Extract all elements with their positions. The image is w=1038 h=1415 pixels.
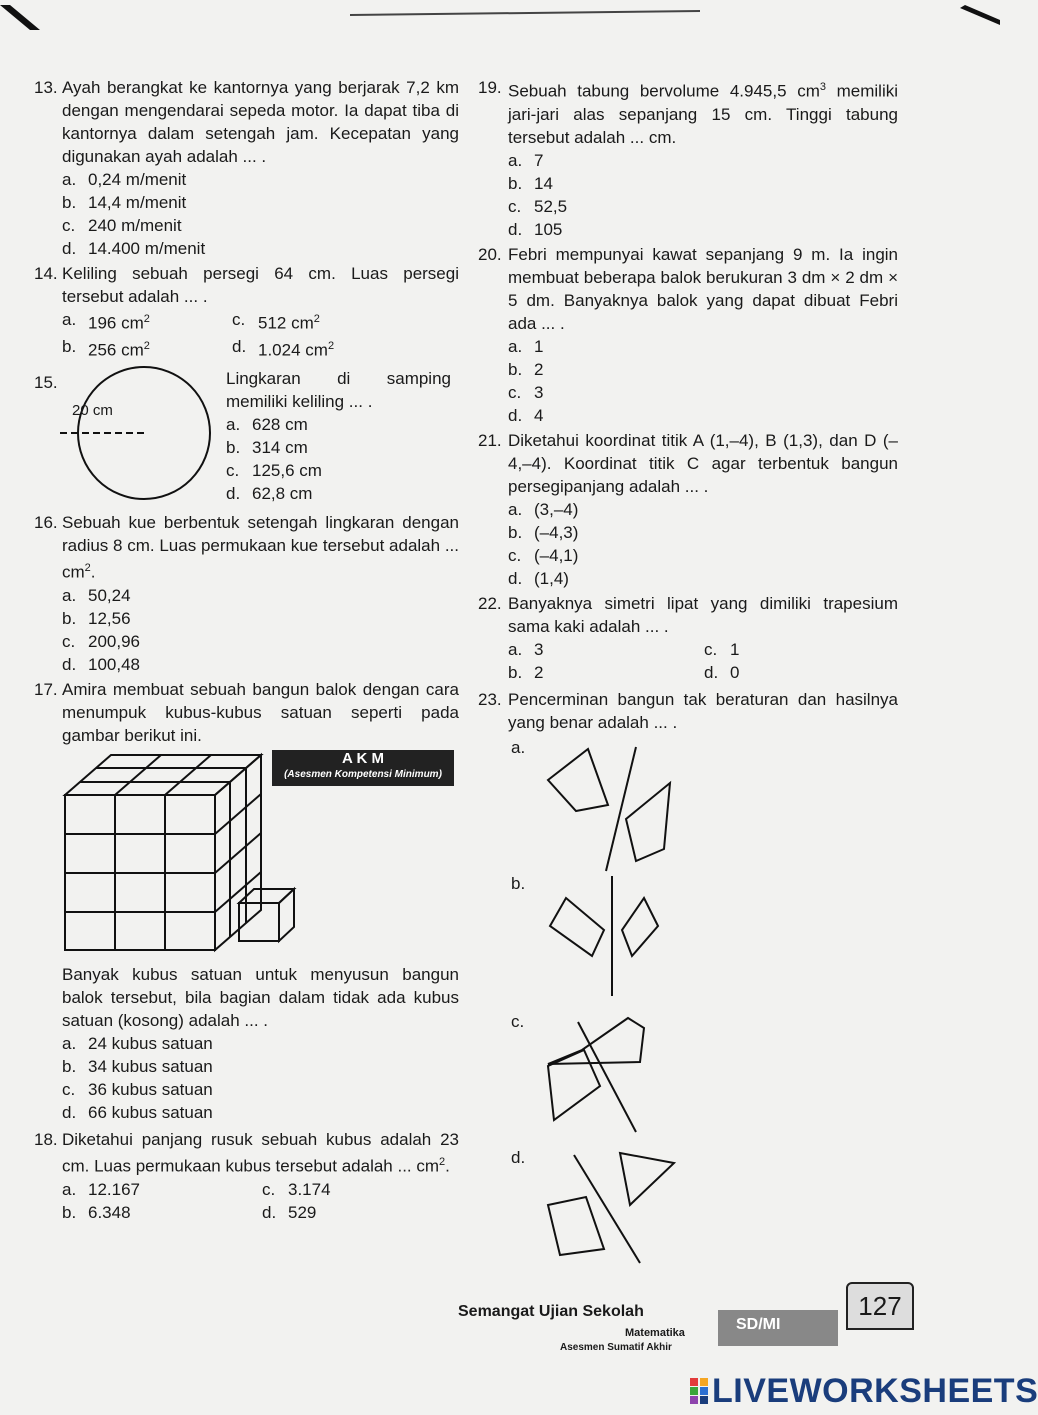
question-text: Diketahui koordinat titik A (1,–4), B (1,3), dan D (–4,–4). Koordinat titik C agar terbentuk bangun persegipanjang adalah ... . [508,430,898,496]
option-b[interactable]: b. 6.348 [62,1202,131,1222]
option-d-label[interactable]: d. [511,1148,526,1167]
option-c[interactable]: c. (–4,1) [508,545,579,565]
question-number: 19. [478,78,502,97]
option-b[interactable]: b. 34 kubus satuan [62,1056,213,1076]
radius-label: 20 cm [72,402,113,420]
option-a[interactable]: a. 7 [508,150,544,170]
option-b[interactable]: b. 14 [508,173,553,193]
option-a[interactable]: a. 0,24 m/menit [62,170,187,189]
option-a-label[interactable]: a. [511,738,526,757]
question-number: 18. [34,1129,58,1149]
question-15 [34,371,459,509]
question-text: Sebuah kue berbentuk setengah lingkaran dengan radius 8 cm. Luas permukaan kue tersebut adalah ... $cm^2$. [62,513,459,582]
liveworksheets-logo-icon [690,1378,708,1404]
question-text: Febri mempunyai kawat sepanjang 9 m. Ia ingin membuat beberapa balok berukuran 3 dm × 2 dm × 5 dm. Banyaknya balok yang dapat dibuat Febri ada ... . [508,244,898,333]
footer-title: Semangat Ujian Sekolah [458,1303,644,1320]
question-number: 13. [34,78,58,97]
footer-subtitle: Asesmen Sumatif Akhir [560,1342,672,1353]
question-number: 14. [34,264,58,283]
question-number: 20. [478,244,502,264]
option-c[interactable]: c. 200,96 [62,631,140,651]
question-number: 22. [478,593,502,613]
option-d[interactable]: d. 100,48 [62,654,140,674]
option-a[interactable]: a. (3,–4) [508,499,579,519]
question-23 [478,688,898,734]
page-top-border [0,0,1000,30]
question-text: Pencerminan bangun tak beraturan dan hasilnya yang benar adalah ... . [508,689,898,732]
question-19 [478,76,898,241]
page-number: 127 [846,1282,914,1330]
option-c[interactable]: c. 52,5 [508,196,568,216]
question-16 [34,511,459,676]
level-badge: SD/MI [718,1310,838,1346]
question-20 [478,243,898,427]
option-a[interactable]: a. 196 $cm^2$ [62,310,150,333]
reflection-option-a[interactable] [540,745,680,875]
reflection-option-b[interactable] [540,874,700,1000]
option-b[interactable]: b. 2 [508,662,544,682]
question-text: Keliling sebuah persegi 64 cm. Luas persegi tersebut adalah ... . [62,264,459,306]
question-number: 23. [478,689,502,709]
question-21 [478,429,898,590]
option-d[interactable]: d. 66 kubus satuan [62,1102,213,1122]
option-b[interactable]: b. 256 $cm^2$ [62,336,150,360]
option-c[interactable]: c. 3.174 [262,1179,331,1199]
right-column [478,76,898,734]
question-22 [478,592,898,684]
option-d[interactable]: d. 1.024 $cm^2$ [232,336,335,360]
option-c[interactable]: c. 240 m/menit [62,216,182,235]
reflection-option-d[interactable] [540,1145,690,1265]
option-c[interactable]: c. 512 $cm^2$ [232,310,320,333]
option-a[interactable]: a. 12.167 [62,1179,140,1199]
option-b-label[interactable]: b. [511,874,526,893]
option-d[interactable]: d. 14.400 m/menit [62,239,206,258]
question-text: Ayah berangkat ke kantornya yang berjarak 7,2 km dengan mengendarai sepeda motor. Ia dapat tiba di kantornya dalam setengah jam. Kecepatan yang digunakan ayah adalah ... . [62,78,459,166]
option-d[interactable]: d. 4 [508,405,544,425]
question-text: Sebuah tabung bervolume 4.945,5 $cm^3$ memiliki jari-jari alas sepanjang 15 cm. Tinggi tabung tersebut adalah ... cm. [508,81,898,147]
option-c[interactable]: c. 3 [508,382,544,402]
watermark: LIVEWORKSHEETS [712,1372,1038,1410]
option-d[interactable]: d. 0 [704,662,740,682]
option-c[interactable]: c. 1 [704,639,740,659]
option-d[interactable]: d. 529 [262,1202,317,1222]
option-a[interactable]: a. 628 cm [226,415,308,435]
question-text: Lingkaran di samping memiliki keliling ... . [226,369,451,412]
option-c[interactable]: c. 36 kubus satuan [62,1079,213,1099]
left-column [34,76,459,1224]
question-14 [34,262,459,361]
option-d[interactable]: d. 105 [508,219,563,239]
question-17 [34,678,459,1124]
option-a[interactable]: a. 24 kubus satuan [62,1033,213,1053]
question-18 [34,1128,459,1224]
question-text-2: Banyak kubus satuan untuk menyusun bangun balok tersebut, bila bagian dalam tidak ada kubus satuan (kosong) adalah ... . [62,964,459,1030]
option-b[interactable]: b. 314 cm [226,438,308,458]
option-a[interactable]: a. 1 [508,336,544,356]
question-13 [34,76,459,260]
question-text: Amira membuat sebuah bangun balok dengan cara menumpuk kubus-kubus satuan seperti pada gambar berikut ini. [62,679,459,745]
question-number: 21. [478,430,502,450]
option-d[interactable]: d. 62,8 cm [226,484,313,504]
option-a[interactable]: a. 3 [508,639,544,659]
question-number: 17. [34,679,58,699]
option-b[interactable]: b. 14,4 m/menit [62,193,187,212]
option-b[interactable]: b. 2 [508,359,544,379]
question-text: Banyaknya simetri lipat yang dimiliki trapesium sama kaki adalah ... . [508,593,898,636]
footer-subject: Matematika [625,1327,685,1339]
option-c-label[interactable]: c. [511,1012,525,1031]
question-text: Diketahui panjang rusuk sebuah kubus adalah 23 cm. Luas permukaan kubus tersebut adalah ... $cm^2$. [62,1129,459,1176]
circle-figure [56,363,226,503]
option-b[interactable]: b. 12,56 [62,608,131,628]
option-b[interactable]: b. (–4,3) [508,522,579,542]
option-a[interactable]: a. 50,24 [62,585,131,605]
reflection-option-c[interactable] [540,1010,680,1135]
option-c[interactable]: c. 125,6 cm [226,461,322,481]
question-number: 15. [34,373,58,393]
question-number: 16. [34,513,58,533]
akm-badge: A K M (Asesmen Kompetensi Minimum) [272,750,454,786]
option-d[interactable]: d. (1,4) [508,568,569,588]
